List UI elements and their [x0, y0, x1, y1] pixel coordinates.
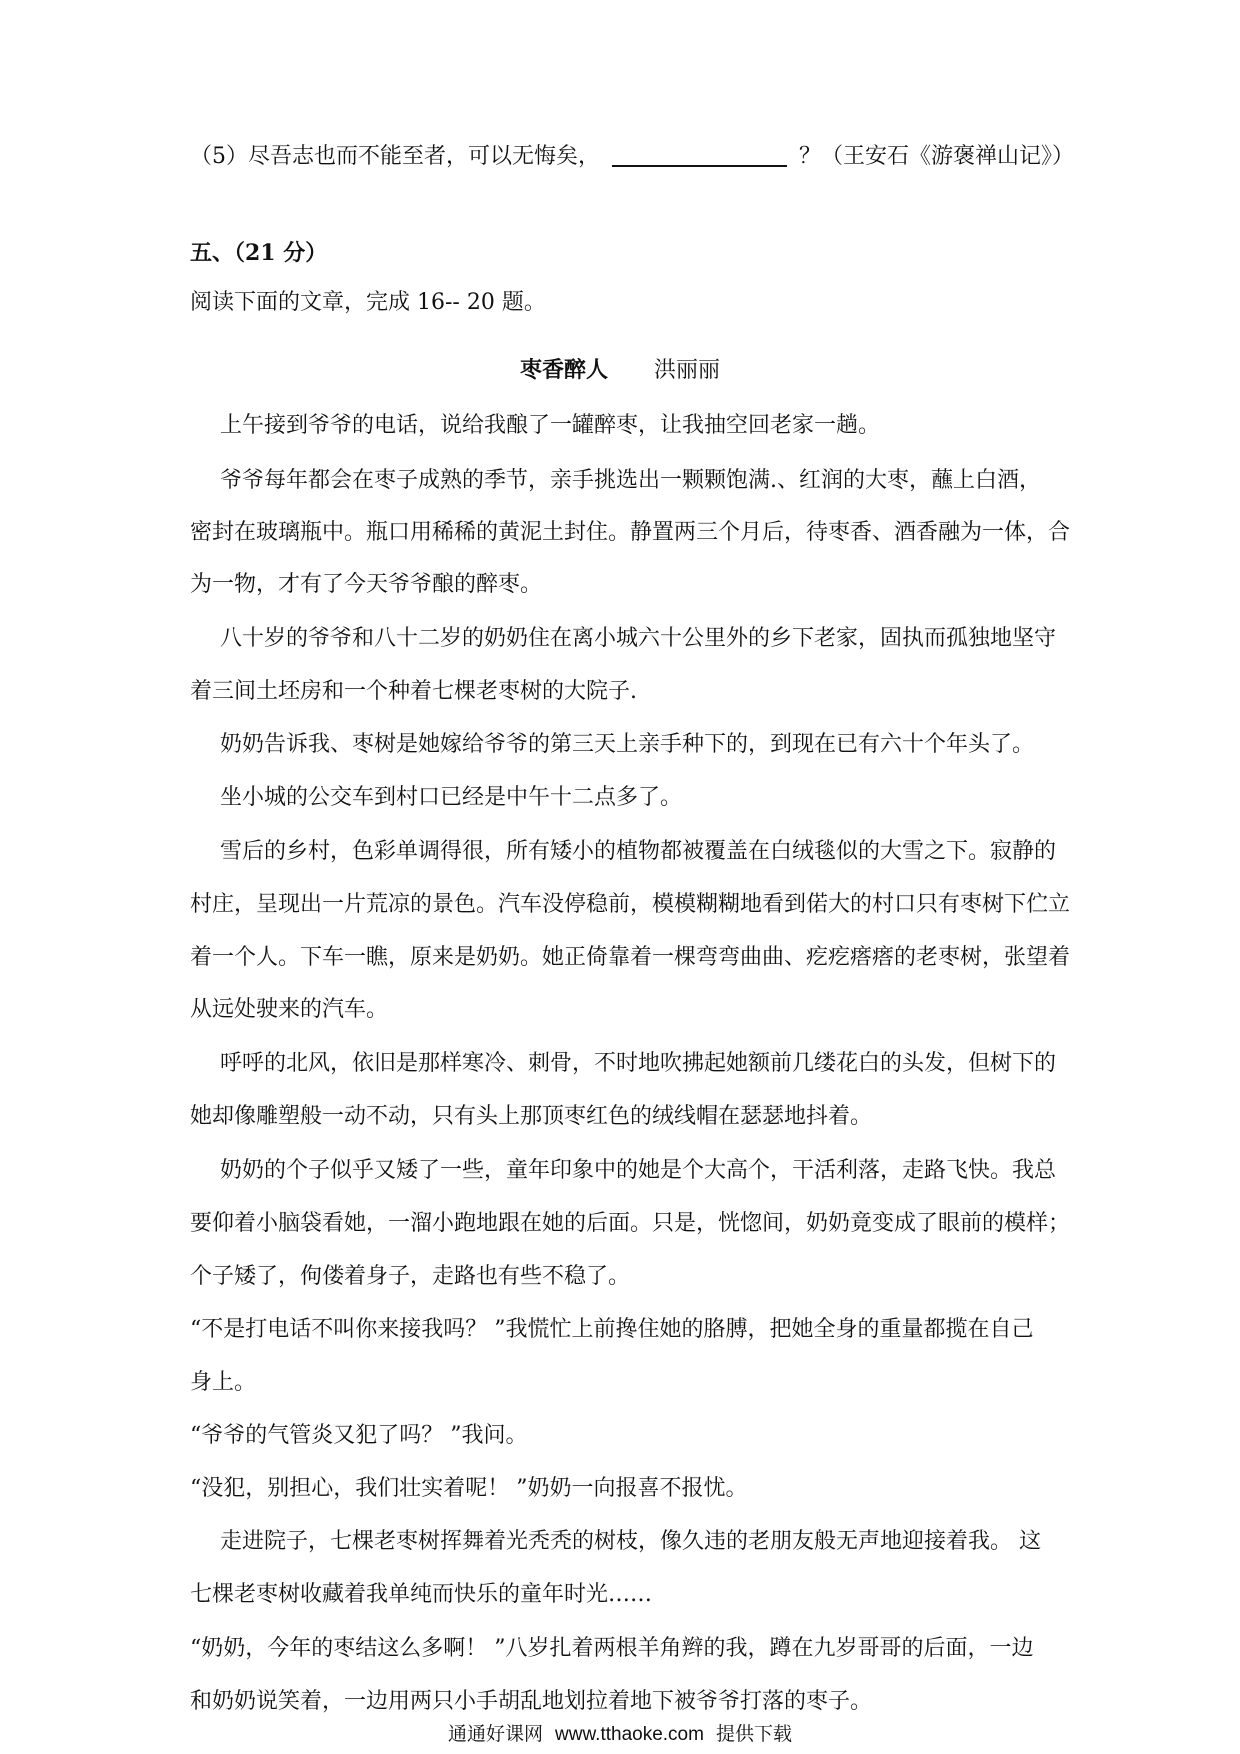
article-line: 雪后的乡村，色彩单调得很，所有矮小的植物都被覆盖在白绒毯似的大雪之下。寂静的 — [220, 839, 1057, 864]
article-line: 八十岁的爷爷和八十二岁的奶奶住在离小城六十公里外的乡下老家，固执而孤独地坚守 — [220, 626, 1057, 651]
article-line: “爷爷的气管炎又犯了吗？ ”我问。 — [190, 1423, 528, 1448]
page-footer — [0, 1722, 1240, 1748]
question-5 — [190, 142, 1075, 172]
article-line: 为一物，才有了今天爷爷酿的醉枣。 — [190, 572, 543, 597]
article-line: 奶奶的个子似乎又矮了一些，童年印象中的她是个大高个，干活利落，走路飞快。我总 — [220, 1158, 1057, 1183]
article-line: 呼呼的北风，依旧是那样寒冷、刺骨，不时地吹拂起她额前几缕花白的头发，但树下的 — [220, 1051, 1057, 1076]
article-line: 密封在玻璃瓶中。瓶口用稀稀的黄泥土封住。静置两三个月后，待枣香、酒香融为一体，合 — [190, 520, 1071, 545]
article-line: 从远处驶来的汽车。 — [190, 997, 389, 1022]
article-line: 坐小城的公交车到村口已经是中午十二点多了。 — [220, 785, 683, 810]
article-line: 和奶奶说笑着，一边用两只小手胡乱地划拉着地下被爷爷打落的枣子。 — [190, 1689, 873, 1714]
article-author: 洪丽丽 — [654, 358, 721, 383]
article-header — [0, 355, 1240, 386]
article-line: “不是打电话不叫你来接我吗？ ”我慌忙上前搀住她的胳膊，把她全身的重量都揽在自己 — [190, 1317, 1034, 1342]
footer-site-name: 通通好课网 — [448, 1724, 544, 1745]
article-line: 身上。 — [190, 1370, 257, 1395]
article-title: 枣香醉人 — [519, 357, 608, 383]
article-line: “没犯，别担心，我们壮实着呢！ ”奶奶一向报喜不报忧。 — [190, 1476, 748, 1501]
article-line: 要仰着小脑袋看她，一溜小跑地跟在她的后面。只是，恍惚间，奶奶竟变成了眼前的模样； — [190, 1211, 1071, 1236]
article-line: 爷爷每年都会在枣子成熟的季节，亲手挑选出一颗颗饱满.、红润的大枣，蘸上白酒， — [220, 468, 1041, 493]
question-5-source: ？（王安石《游褒禅山记》） — [799, 144, 1075, 169]
article-line: 村庄，呈现出一片荒凉的景色。汽车没停稳前，模模糊糊地看到偌大的村口只有枣树下伫立 — [190, 892, 1071, 917]
article-line: 奶奶告诉我、枣树是她嫁给爷爷的第三天上亲手种下的，到现在已有六十个年头了。 — [220, 732, 1035, 757]
article-line: 七棵老枣树收藏着我单纯而快乐的童年时光…… — [190, 1582, 653, 1607]
article-line: “奶奶，今年的枣结这么多啊！ ”八岁扎着两根羊角辫的我，蹲在九岁哥哥的后面，一边 — [190, 1636, 1034, 1661]
section-heading: 五、（21 分） — [190, 240, 328, 266]
article-line: 个子矮了，佝偻着身子，走路也有些不稳了。 — [190, 1264, 631, 1289]
article-line: 着三间土坯房和一个种着七棵老枣树的大院子. — [190, 679, 637, 704]
article-line: 她却像雕塑般一动不动，只有头上那顶枣红色的绒线帽在瑟瑟地抖着。 — [190, 1104, 873, 1129]
article-line: 走进院子，七棵老枣树挥舞着光秃秃的树枝，像久违的老朋友般无声地迎接着我。 这 — [220, 1529, 1041, 1554]
section-instruction: 阅读下面的文章，完成 16-- 20 题。 — [190, 290, 546, 315]
article-line: 上午接到爷爷的电话，说给我酿了一罐醉枣，让我抽空回老家一趟。 — [220, 413, 881, 438]
question-5-prompt: （5）尽吾志也而不能至者，可以无悔矣， — [190, 144, 600, 169]
footer-url[interactable]: www.tthaoke.com — [555, 1724, 704, 1745]
answer-blank[interactable] — [612, 145, 787, 167]
article-line: 着一个人。下车一瞧，原来是奶奶。她正倚靠着一棵弯弯曲曲、疙疙瘩瘩的老枣树，张望着 — [190, 945, 1071, 970]
footer-suffix: 提供下载 — [715, 1724, 792, 1745]
